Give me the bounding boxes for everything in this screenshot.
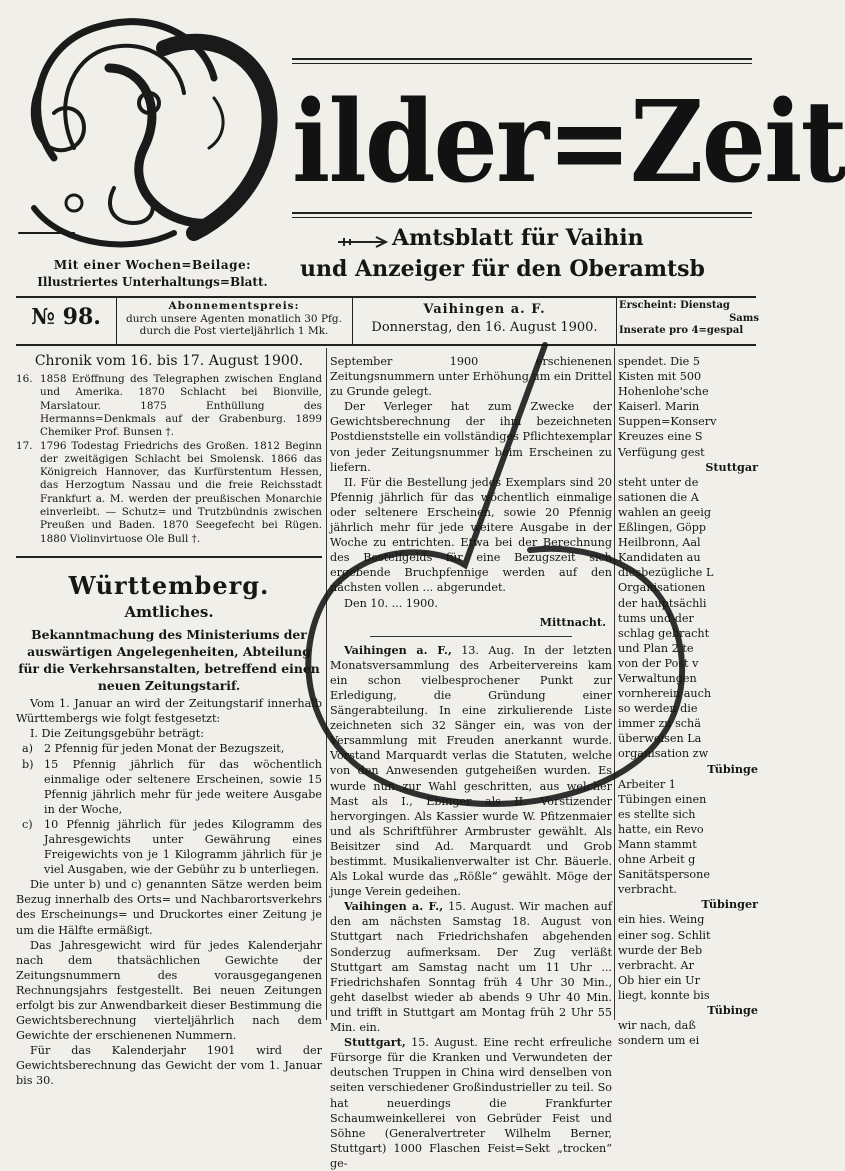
dateline-box (354, 300, 615, 342)
masthead-title: ilder=Zeit (292, 77, 845, 208)
supplement-line2: Illustriertes Unterhaltungs=Blatt. (37, 275, 268, 289)
signature-name: Mittnacht. (539, 614, 606, 629)
column-3-line: Sanitätspersone (618, 868, 710, 882)
chronicle-text: 1796 Todestag Friedrichs des Großen. 1812 Beginn der zweitägigen Schlacht bei Smolensk. 1866 das Königreich Hannover, das Kurfürstentum Hessen, das Herzogtum Nassau und die freie Reichsstadt Frankfurt a. M. werden der preußischen Monarchie einverleibt. — Schutz= und Trutzbündnis zwischen Preußen und Baden. 1870 Seegefecht bei Rügen. 1880 Violinvirtuose Ole Bull †. (40, 439, 322, 545)
list-item-text: 10 Pfennig jährlich für jedes Kilogramm des Jahresgewichts unter Gewährung eines Freigewichts von je 1 Kilogramm jährlich für je viel Ausgaben, wie der Gebühr zu b unterliegen. (44, 817, 322, 877)
column-3-line: überweisen La (618, 732, 702, 746)
decorative-arrow-icon (336, 233, 390, 245)
list-item-text: 2 Pfennig für jeden Monat der Bezugszeit, (44, 742, 285, 756)
news-item (330, 1035, 612, 1171)
column-3-line: Heilbronn, Aal (618, 536, 701, 550)
dateline-place: Vaihingen a. F. (423, 302, 546, 317)
news-text: 15. August. Eine recht erfreuliche Fürsorge für die Kranken und Verwundeten der deutschen Truppen in China wird denselben von seiten verschiedener Großindustrieller zu teil. So hat neuerdings die Frankfurter Schaumweinkellerei von Gebrüder Feist und Söhne (Generalvertreter Wilhelm Berner, Stuttgart) 1000 Flaschen Feist=Sekt „trocken“ ge- (330, 1036, 613, 1170)
article-paragraph: September 1900 erschienenen Zeitungsnummern unter Erhöhung um ein Drittel zu Grunde gelegt. (330, 355, 612, 399)
column-3-line: Hohenlohe'sche (618, 385, 709, 399)
column-3-line: wir nach, daß (618, 1019, 696, 1033)
column-3-line: wahlen an geeig (618, 505, 711, 519)
appears-line1: Erscheint: Dienstag (619, 300, 730, 311)
column-3-line: organisation zw (618, 747, 709, 761)
column-3-line: ein hies. Weing (618, 913, 705, 927)
column-3-line: Mann stammt (618, 838, 697, 851)
news-item (330, 899, 612, 1035)
notice-item-heading: I. Die Zeitungsgebühr beträgt: (30, 727, 205, 741)
list-item-label: a) (22, 742, 34, 756)
column-3-line: Tübinge (707, 761, 758, 776)
news-dateline: Vaihingen a. F., (344, 642, 452, 657)
fraktur-initial-ornament (14, 8, 286, 260)
dateline-date: Donnerstag, den 16. August 1900. (371, 320, 598, 335)
news-dateline: Vaihingen a. F., (344, 899, 444, 914)
section-title: Württemberg. (68, 570, 270, 600)
column-3-line: sondern um ei (618, 1034, 700, 1048)
column-3-line: ohne Arbeit g (618, 853, 696, 867)
column-3-line: von der Post v (618, 656, 699, 670)
column-3-line: Tübinger (701, 897, 758, 912)
supplement-line1: Mit einer Wochen=Beilage: (53, 258, 252, 272)
column-1 (16, 354, 322, 1089)
column-3-line: Tübinge (707, 1003, 758, 1018)
notice-paragraph: Für das Kalenderjahr 1901 wird der Gewichtsberechnung das Gewicht der vom 1. Januar bis 30. (16, 1044, 322, 1088)
column-3-line: Tübingen einen (618, 792, 707, 806)
column-3-line: liegt, konnte bis (618, 988, 710, 1002)
list-item-label: b) (22, 757, 34, 771)
chronicle-list (16, 373, 322, 546)
notice-paragraph: Das Jahresgewicht wird für jedes Kalenderjahr nach dem thatsächlichen Gewichte der Zeitungsnummern des vorausgegangenen Rechnungsjahrs festgestellt. Bei neuen Zeitungen erfolgt bis zur Anwendbarkeit dieser Bestimmung die Gewichtsberechnung vierteljährlich nach dem Gewichte der erschienenen Nummern. (16, 938, 322, 1043)
list-item (16, 817, 322, 877)
column-3-line: sationen die A (618, 490, 699, 504)
chronicle-text: 1858 Eröffnung des Telegraphen zwischen England und Amerika. 1870 Schlacht bei Bionville, Marslatour. 1875 Enthüllung des Hermanns=Denkmals auf der Grabenburg. 1899 Chemiker Prof. Bunsen †. (40, 373, 322, 439)
column-3-line: und Plan 2 te (618, 641, 694, 655)
column-3-line: Kaiserl. Marin (618, 400, 700, 414)
notice-intro: Vom 1. Januar an wird der Zeitungstarif innerhalb Württembergs wie folgt festgesetzt: (16, 697, 322, 726)
column-3-line: es stellte sich (618, 807, 696, 821)
column-3-line: Stuttgar (705, 459, 758, 474)
appears-box (619, 300, 759, 342)
chronicle-title: Chronik vom 16. bis 17. August 1900. (34, 353, 304, 369)
column-3-line: Suppen=Konserv (618, 415, 717, 429)
article-paragraph: Den 10. ... 1900. (344, 596, 438, 610)
column-3-line: diesbezügliche L (618, 566, 714, 580)
chronicle-entry (16, 440, 322, 546)
column-3-line: Verfügung gest (618, 445, 705, 459)
column-3-line: Kisten mit 500 (618, 370, 702, 384)
subscription-line1: durch unsere Agenten monatlich 30 Pfg. (126, 312, 342, 325)
article-paragraph: II. Für die Bestellung jedes Exemplars sind 20 Pfennig jährlich für das wöchentlich einmalige oder seltenere Erscheinen, sowie 20 Pfennig jährlich mehr für jede weitere Ausgabe in der Woche zu entrichten. Etwa bei der Berechnung des Bestellgelds für eine Bezugszeit sich ergebende Bruchpfennige werden auf den nächsten vollen ... abgerundet. (330, 475, 612, 595)
masthead-subtitle-line1: Amtsblatt für Vaihin (392, 225, 644, 251)
article-paragraph: Der Verleger hat zum Zwecke der Gewichtsberechnung der ihm bezeichneten Postdienststelle ein vollständiges Pflichtexemplar von jeder Zeitungsnummer beim Erscheinen zu liefern. (330, 400, 612, 474)
hand-drawn-circle-mark (290, 340, 692, 810)
column-3-line: so werden die (618, 702, 698, 716)
column-3-line: immer zu schä (618, 717, 701, 731)
list-item (16, 757, 322, 817)
column-3-line: Arbeiter 1 (618, 777, 676, 791)
column-3-line: Organisationen (618, 581, 706, 595)
column-3-line: Ob hier ein Ur (618, 973, 700, 987)
column-3-line: wurde der Beb (618, 943, 703, 957)
column-3-line: steht unter de (618, 475, 699, 489)
column-3-line: der hauptsächli (618, 596, 707, 610)
chronicle-entry (16, 373, 322, 439)
column-3-line: verbracht. (618, 883, 677, 897)
column-3-line: Verwaltungen (618, 671, 697, 685)
appears-line3: Inserate pro 4=gespal (619, 325, 744, 336)
column-3-line: tums und der (618, 611, 694, 625)
section-divider (16, 556, 322, 558)
column-3-line: schlag gebracht (618, 626, 710, 640)
subscription-box (118, 300, 350, 342)
column-3-line: Kandidaten au (618, 551, 701, 565)
column-3-line: hatte, ein Revo (618, 822, 704, 836)
subscription-heading: Abonnementspreis: (168, 300, 300, 312)
column-3-line: Kreuzes eine S (618, 430, 703, 444)
column-3-line: verbracht. Ar (618, 958, 694, 972)
list-item-text: 15 Pfennig jährlich für das wöchentlich einmalige oder seltenere Erscheinen, sowie 15 Pfennig jährlich mehr für jede weitere Ausgabe in der Woche, (44, 757, 322, 816)
list-item-label: c) (22, 817, 33, 831)
column-3-line: spendet. Die 5 (618, 355, 700, 368)
notice-paragraph: Die unter b) und c) genannten Sätze werden beim Bezug innerhalb des Orts= und Nachbarortsverkehrs des Erscheinungs= und Druckortes einer Zeitung je um die Hälfte ermäßigt. (16, 878, 322, 937)
news-text: 13. Aug. In der letzten Monatsversammlung des Arbeitervereins kam ein schon vielbesprochener Punkt zur Erledigung, die Gründung einer Sängerabteilung. In eine zirkulierende Liste zeichneten sich 32 Sänger ein, was von der Versammlung mit Freuden anerkannt wurde. Vorstand Marquardt verlas die Statuten, welche von den Anwesenden gutgeheißen wurden. Es wurde nun zur Wahl geschritten, aus welcher Mast als I., Ebinger als II. Vorstizender hervorgingen. Als Kassier wurde W. Pfitzenmaier und als Schriftführer Armbruster gewählt. Als Beisitzer sind Ad. Marquardt und Grob bestimmt. Musikalienverwalter ist Chr. Bäuerle. Als Lokal wurde das „Rößle“ gewählt. Möge der junge Verein gedeihen. (330, 643, 612, 899)
subscription-line2: durch die Post vierteljährlich 1 Mk. (139, 325, 329, 337)
chronicle-day: 17. (16, 439, 33, 452)
news-dateline: Stuttgart, (344, 1035, 406, 1050)
masthead-subtitle-line2: und Anzeiger für den Oberamtsb (300, 256, 705, 282)
chronicle-day: 16. (16, 373, 33, 386)
news-text: 15. August. Wir machen auf den am nächsten Samstag 18. August von Stuttgart nach Friedrichshafen abgehenden Sonderzug aufmerksam. Der Zug verläßt Stuttgart am Samstag nacht um 11 Uhr ... Friedrichshafen Sonntag früh 4 Uhr 30 Min., geht daselbst wieder ab abends 9 Uhr 40 Min. und trifft in Stuttgart am Montag früh 2 Uhr 55 Min. ein. (330, 900, 612, 1035)
notice-heading: Bekanntmachung des Ministeriums der auswärtigen Angelegenheiten, Abteilung für die Verkehrsanstalten, betreffend einen neuen Zeitungstarif. (18, 627, 320, 694)
column-3-line: vornherein auch (618, 687, 712, 701)
column-3-line: Eßlingen, Göpp (618, 521, 707, 535)
appears-line2: Sams (729, 312, 759, 324)
official-title: Amtliches. (124, 603, 214, 622)
column-3-line: einer sog. Schlit (618, 928, 711, 942)
issue-number: № 98. (31, 304, 101, 330)
list-item (16, 741, 322, 756)
